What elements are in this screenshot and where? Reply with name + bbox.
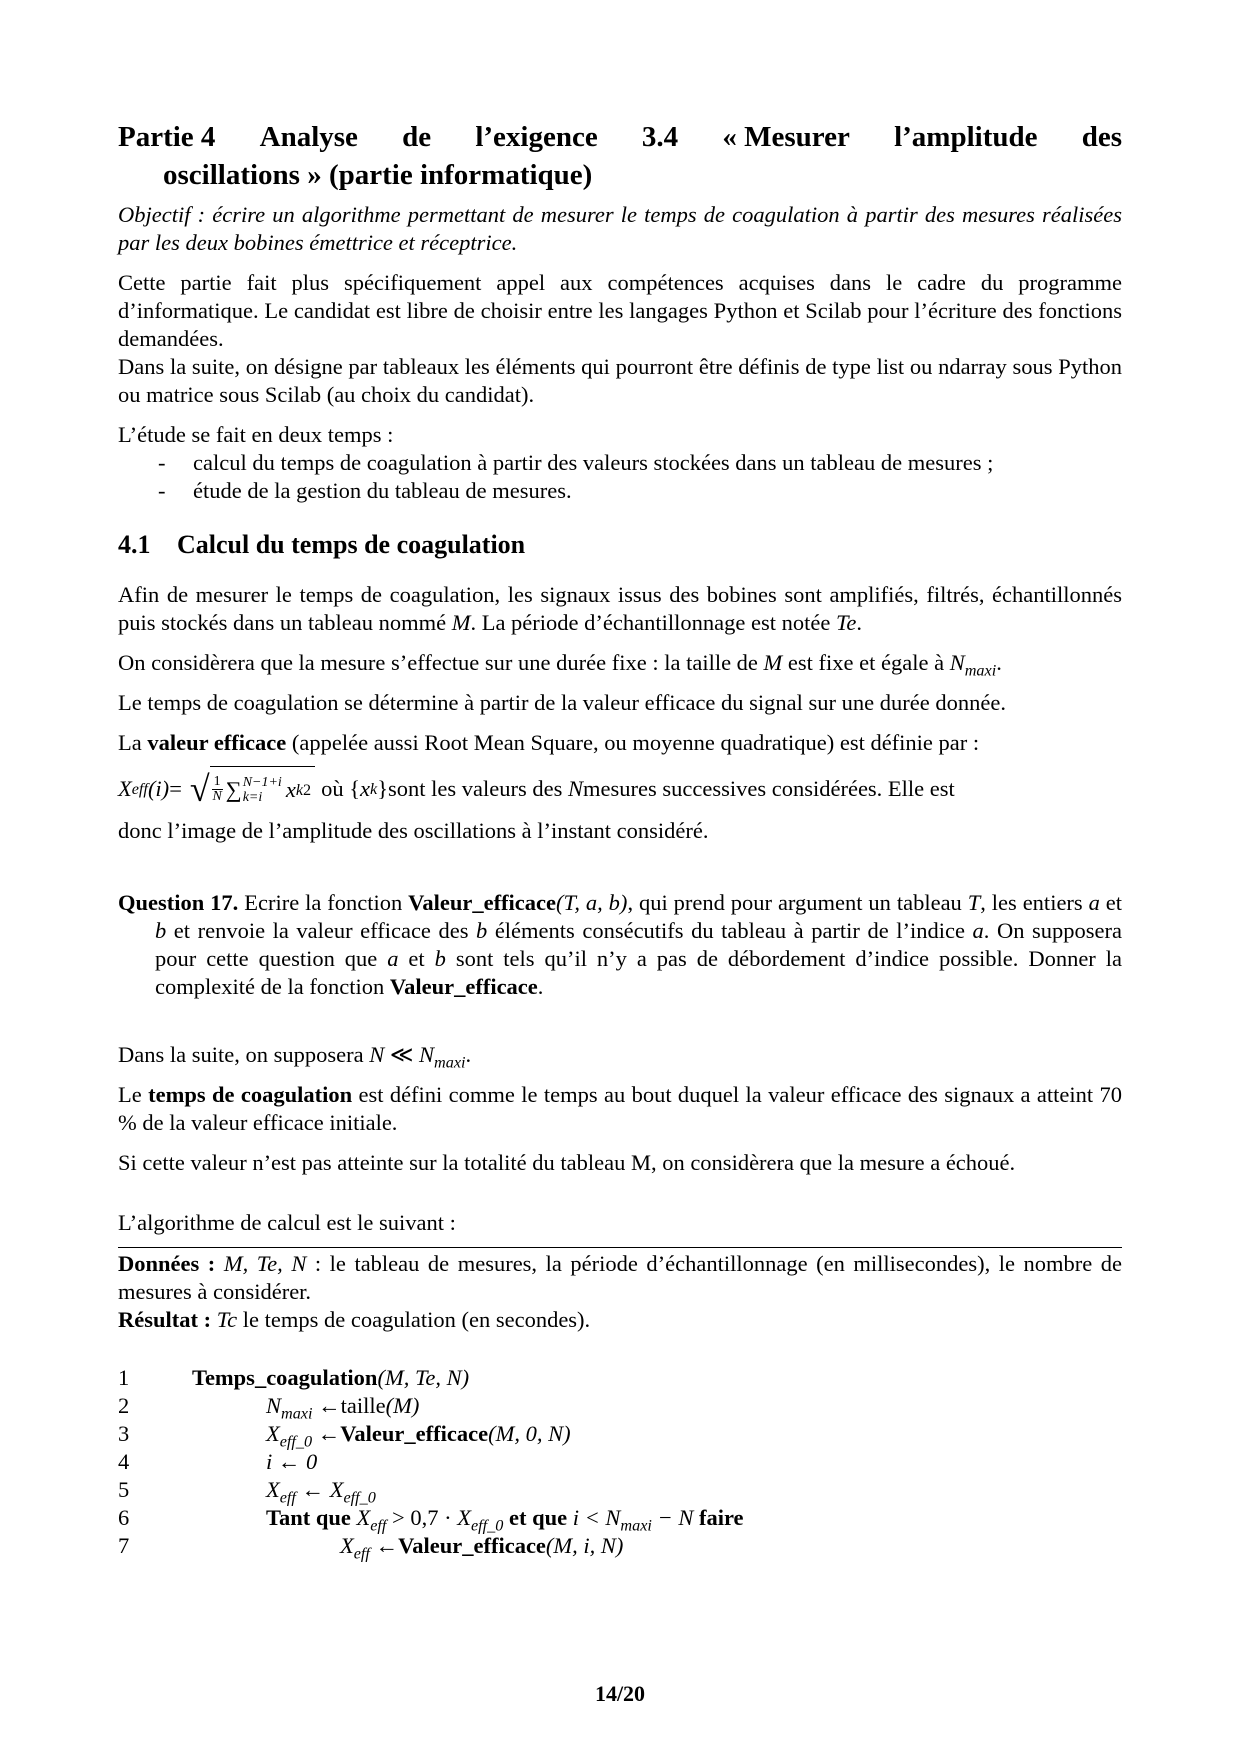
- text: Afin de mesurer le temps de coagulation, les signaux issus des bobines sont amplifiés, filtrés, échantillonnés puis stockés dans un tableau nommé: [118, 582, 1122, 635]
- var-N: N: [369, 1042, 385, 1067]
- text: i <: [572, 1505, 606, 1530]
- text: Le: [118, 1082, 149, 1107]
- text: est fixe et égale à: [782, 650, 950, 675]
- arrow: ←: [369, 1533, 399, 1558]
- var-a: a: [972, 918, 984, 943]
- var-x: x: [285, 776, 296, 802]
- text: : le tableau de mesures, la période d’échantillonnage (en millisecondes), le nombre de mesures à considérer.: [118, 1251, 1123, 1304]
- function-name: Valeur_efficace: [340, 1421, 489, 1446]
- algo-code: [192, 1532, 624, 1563]
- text: , les entiers: [980, 890, 1089, 915]
- argument: (i): [147, 776, 170, 801]
- question-label: Question 17.: [118, 890, 239, 915]
- upper-limit: N−1+i: [242, 774, 282, 790]
- var-x: x: [360, 776, 371, 801]
- dash-bullet: -: [158, 478, 166, 503]
- text: On considèrera que la mesure s’effectue sur une durée fixe : la taille de: [118, 650, 764, 675]
- page-number: 14/20: [594, 1681, 646, 1706]
- function-name: Temps_coagulation: [192, 1365, 378, 1390]
- list-item: [118, 477, 1122, 505]
- var-X: X: [266, 1477, 280, 1502]
- list-item: [118, 449, 1122, 477]
- function-name: taille: [340, 1393, 386, 1418]
- subscript: eff_0: [279, 1432, 313, 1451]
- part-title: [118, 118, 1122, 194]
- subscript: eff_0: [343, 1488, 376, 1507]
- text: .: [537, 974, 544, 999]
- list-item-text: étude de la gestion du tableau de mesures.: [193, 478, 572, 503]
- text: . On supposera pour cette question que: [155, 918, 1122, 971]
- text: Ecrire la fonction: [238, 890, 409, 915]
- text: mesures successives considérées. Elle est: [583, 776, 955, 801]
- function-name: Valeur_efficace: [398, 1533, 546, 1558]
- var-b: b: [434, 946, 446, 971]
- function-args: (M, i, N): [545, 1533, 624, 1558]
- equals-sign: =: [169, 776, 182, 801]
- text: . La période d’échantillonnage est notée: [470, 610, 836, 635]
- subscript: maxi: [281, 1404, 313, 1423]
- square-root: [190, 766, 315, 812]
- var-N: N: [949, 650, 965, 675]
- objective-label: Objectif :: [118, 202, 206, 227]
- data-vars: M, Te, N: [215, 1251, 307, 1276]
- intro-paragraph-2: Dans la suite, on désigne par tableaux les éléments qui pourront être définis de type list ou ndarray sous Python ou matrice sous Scilab (au choix du candidat).: [118, 354, 1122, 407]
- numerator: 1: [213, 774, 221, 789]
- line-number: 5: [118, 1477, 130, 1502]
- arrow: ←: [295, 1477, 330, 1502]
- var-a: a: [1088, 890, 1100, 915]
- var-N: N: [419, 1042, 435, 1067]
- bold-term: temps de coagulation: [148, 1082, 353, 1107]
- part-label: Partie 4: [118, 121, 216, 153]
- line-number: 2: [118, 1393, 130, 1418]
- fraction: [212, 775, 223, 804]
- text: est défini comme le temps au bout duquel la valeur efficace des signaux a atteint 70 % de la valeur efficace initiale.: [118, 1082, 1123, 1135]
- subscript: eff_0: [470, 1516, 504, 1535]
- var-M: M: [763, 650, 783, 675]
- section-number: 4.1: [118, 530, 151, 559]
- title-word: Analyse: [259, 121, 358, 153]
- rms-formula-line: X eff (i) = √ $\frac{1}{N}$ ∑ N−1+i k=i x k 2 où { x k } sont les valeurs des N mesures successives considérées. Elle est: [118, 765, 1122, 813]
- brace: }: [377, 776, 389, 801]
- algorithm-lines: [118, 1364, 1122, 1563]
- algo-line: [118, 1476, 1122, 1507]
- objective: [118, 201, 1122, 257]
- text: .: [856, 610, 862, 635]
- part-title-line2: oscillations » (partie informatique): [163, 159, 593, 191]
- var-X: X: [266, 1421, 280, 1446]
- var-T: T: [967, 890, 981, 915]
- function-args: (M, Te, N): [377, 1365, 470, 1390]
- algo-code: i ← 0: [266, 1449, 318, 1474]
- bold-term: valeur efficace: [147, 730, 287, 755]
- title-word: l’amplitude: [894, 121, 1038, 153]
- line-number: 3: [118, 1421, 130, 1446]
- much-less-sign: ≪: [384, 1042, 420, 1067]
- body-paragraph-4: [118, 729, 1122, 757]
- intro-paragraph-3: L’étude se fait en deux temps :: [118, 422, 394, 447]
- var-Te: Te: [835, 610, 857, 635]
- function-name: Valeur_efficace: [389, 974, 538, 999]
- text: sont tels qu’il n’y a pas de débordement d’indice possible. Donner la complexité de la fonction: [155, 946, 1122, 999]
- title-word: 3.4: [641, 121, 679, 153]
- var-X: X: [356, 1505, 371, 1530]
- arrow: ←: [312, 1421, 341, 1446]
- subscript: maxi: [964, 661, 997, 680]
- function-args: (M, 0, N): [488, 1421, 571, 1446]
- algo-line: [118, 1504, 1122, 1535]
- var-a: a: [387, 946, 399, 971]
- algorithm-box: [118, 1247, 1123, 1563]
- algo-line: [118, 1364, 1122, 1392]
- summation: [226, 775, 282, 805]
- subscript: eff: [279, 1488, 296, 1507]
- question-17: [118, 889, 1122, 1001]
- var-N: N: [266, 1393, 282, 1418]
- algo-data: [118, 1250, 1122, 1306]
- text: (appelée aussi Root Mean Square, ou moyenne quadratique) est définie par :: [286, 730, 980, 755]
- text: sont les valeurs des: [388, 776, 563, 801]
- sigma-symbol: ∑: [225, 776, 242, 802]
- line-number: 7: [118, 1533, 130, 1558]
- result-var: Tc: [211, 1307, 238, 1332]
- text: − N: [651, 1505, 699, 1530]
- section-title: [118, 528, 1122, 562]
- algo-line: [118, 1532, 1122, 1563]
- section-title-text: Calcul du temps de coagulation: [177, 530, 526, 559]
- keyword: et que: [503, 1505, 573, 1530]
- line-number: 1: [118, 1365, 130, 1390]
- keyword: faire: [698, 1505, 744, 1530]
- title-word: de: [402, 121, 432, 153]
- text: et renvoie la valeur efficace des: [166, 918, 477, 943]
- algo-line: [118, 1448, 1122, 1476]
- objective-text: écrire un algorithme permettant de mesurer le temps de coagulation à partir des mesures réalisées par les deux bobines émettrice et réceptrice.: [118, 202, 1122, 255]
- after-paragraph-4: L’algorithme de calcul est le suivant :: [118, 1210, 456, 1235]
- var-M: M: [451, 610, 471, 635]
- text: le temps de coagulation (en secondes).: [237, 1307, 591, 1332]
- var-b: b: [476, 918, 488, 943]
- subscript: maxi: [434, 1053, 466, 1072]
- var-X: X: [118, 776, 132, 801]
- algo-result: [118, 1306, 1122, 1334]
- radical-sign-icon: √: [189, 769, 210, 809]
- brace: {: [349, 776, 361, 801]
- algo-code: [192, 1364, 469, 1392]
- subscript: eff: [353, 1544, 370, 1563]
- text: > 0,7 ·: [386, 1505, 458, 1530]
- lower-limit: k=i: [242, 789, 263, 805]
- title-word: « Mesurer: [722, 121, 850, 153]
- after-paragraph-3: Si cette valeur n’est pas atteinte sur la totalité du tableau M, on considèrera que la mesure a échoué.: [118, 1150, 1016, 1175]
- intro-paragraph-1: Cette partie fait plus spécifiquement appel aux compétences acquises dans le cadre du programme d’informatique. Le candidat est libre de choisir entre les langages Python et Scilab pour l’écriture des fonctions demandées.: [118, 270, 1122, 351]
- function-name: Valeur_efficace: [408, 890, 557, 915]
- text: , qui prend pour argument un tableau: [627, 890, 968, 915]
- document-page: [118, 118, 1123, 1563]
- algo-line: [118, 1420, 1122, 1451]
- denominator: N: [212, 789, 222, 804]
- title-word: des: [1081, 121, 1122, 153]
- title-word: l’exigence: [475, 121, 598, 153]
- text: et: [398, 946, 435, 971]
- line-number: 4: [118, 1449, 130, 1474]
- text: .: [996, 650, 1002, 675]
- algo-code: [192, 1392, 420, 1423]
- arrow: ←: [312, 1393, 341, 1418]
- list-item-text: calcul du temps de coagulation à partir des valeurs stockées dans un tableau de mesures ;: [193, 450, 994, 475]
- algo-code: [192, 1504, 744, 1535]
- text: où: [321, 776, 344, 801]
- body-paragraph-5: donc l’image de l’amplitude des oscillations à l’instant considéré.: [118, 818, 709, 843]
- body-paragraph-2: [118, 649, 1122, 680]
- sum-limits: [243, 775, 282, 805]
- subscript: eff: [370, 1516, 387, 1535]
- dash-bullet: -: [158, 450, 166, 475]
- var-X: X: [457, 1505, 471, 1530]
- keyword: Tant que: [266, 1505, 357, 1530]
- algo-line: [118, 1392, 1122, 1423]
- data-label: Données :: [118, 1251, 216, 1276]
- body-paragraph-1: [118, 581, 1122, 637]
- var-N: N: [568, 776, 584, 801]
- var-b: b: [155, 918, 167, 943]
- after-paragraph-1: [118, 1041, 1122, 1072]
- function-args: (T, a, b): [556, 890, 628, 915]
- subscript: maxi: [620, 1516, 652, 1535]
- text: .: [465, 1042, 472, 1067]
- algo-code: [192, 1420, 571, 1451]
- text: Dans la suite, on supposera: [118, 1042, 370, 1067]
- var-X: X: [340, 1533, 354, 1558]
- result-label: Résultat :: [118, 1307, 212, 1332]
- text: La: [118, 730, 148, 755]
- after-paragraph-2: [118, 1081, 1122, 1137]
- part-title-line1: [118, 118, 1122, 156]
- line-number: 6: [118, 1505, 130, 1530]
- text: éléments consécutifs du tableau à partir de l’indice: [487, 918, 973, 943]
- algo-code: [192, 1476, 376, 1507]
- text: et: [1099, 890, 1122, 915]
- var-X: X: [329, 1477, 344, 1502]
- radicand: $\frac{1}{N}$ ∑ N−1+i k=i x k 2: [210, 766, 315, 812]
- body-paragraph-3: Le temps de coagulation se détermine à partir de la valeur efficace du signal sur une durée donnée.: [118, 690, 1006, 715]
- function-args: (M): [385, 1393, 420, 1418]
- var-N: N: [605, 1505, 621, 1530]
